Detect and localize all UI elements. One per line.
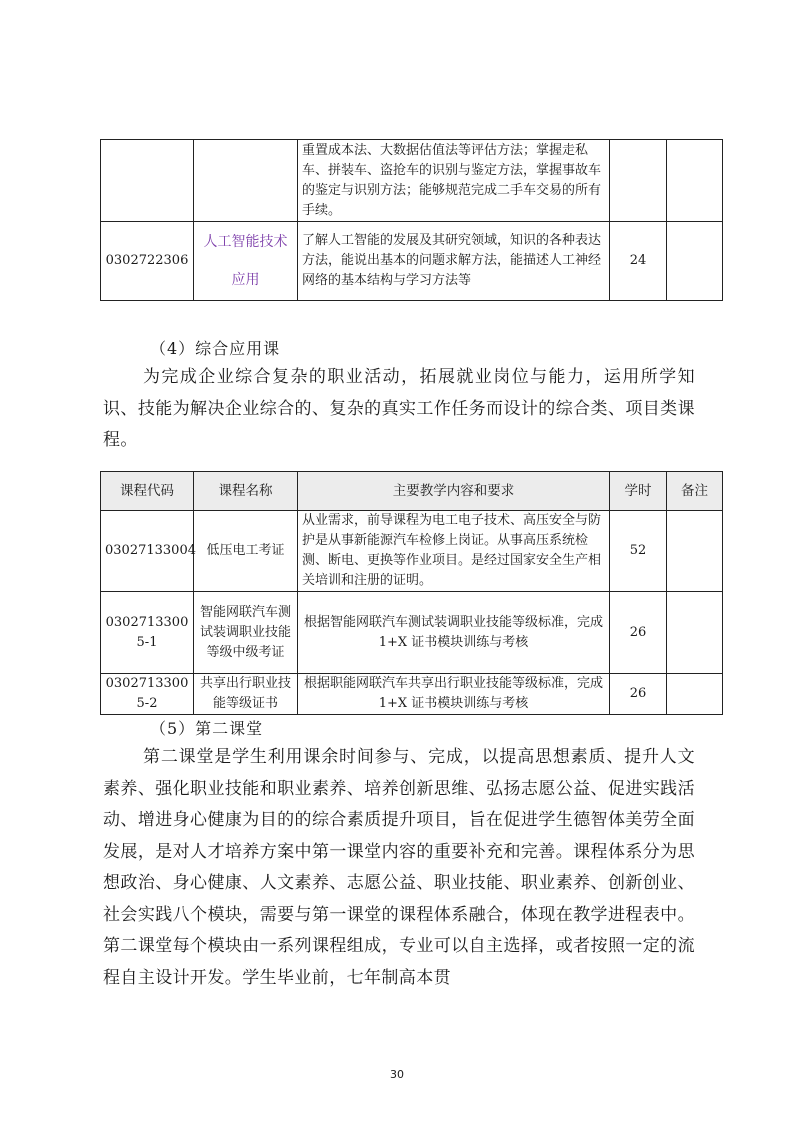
course-code-cell bbox=[101, 140, 194, 222]
course-hours-cell bbox=[610, 140, 667, 222]
course-content-cell: 从业需求，前导课程为电工电子技术、高压安全与防护是从事新能源汽车检修上岗证。从事高压系统检测、断电、更换等作业项目。是经过国家安全生产相关培训和注册的证明。 bbox=[298, 511, 610, 592]
course-name-cell bbox=[194, 222, 298, 301]
header-course-name: 课程名称 bbox=[194, 472, 298, 511]
course-content-cell: 了解人工智能的发展及其研究领域，知识的各种表达方法，能说出基本的问题求解方法，能描述人工神经网络的基本结构与学习方法等 bbox=[298, 222, 610, 301]
course-note-cell bbox=[667, 511, 723, 592]
course-table-continued bbox=[100, 139, 723, 301]
header-note: 备注 bbox=[667, 472, 723, 511]
course-name-cell: 共享出行职业技能等级证书 bbox=[194, 674, 298, 715]
table-header-row bbox=[101, 472, 723, 511]
course-code-cell: 03027133004 bbox=[101, 511, 194, 592]
course-name-line: 人工智能技术 bbox=[203, 234, 288, 250]
course-hours-cell: 24 bbox=[610, 222, 667, 301]
table-row bbox=[101, 674, 723, 715]
table-row bbox=[101, 222, 723, 301]
course-content-cell: 根据智能网联汽车测试装调职业技能等级标准，完成 1+X 证书模块训练与考核 bbox=[298, 592, 610, 674]
course-name-cell bbox=[194, 140, 298, 222]
course-content-cell: 根据职能网联汽车共享出行职业技能等级标准，完成 1+X 证书模块训练与考核 bbox=[298, 674, 610, 715]
table-row bbox=[101, 511, 723, 592]
course-hours-cell: 52 bbox=[610, 511, 667, 592]
header-course-content: 主要教学内容和要求 bbox=[298, 472, 610, 511]
section-heading: （4）综合应用课 bbox=[150, 339, 281, 358]
section-paragraph: 为完成企业综合复杂的职业活动，拓展就业岗位与能力，运用所学知识、技能为解决企业综合的、复杂的真实工作任务而设计的综合类、项目类课程。 bbox=[103, 367, 695, 450]
table-row bbox=[101, 592, 723, 674]
course-code-cell: 03027133005-2 bbox=[101, 674, 194, 715]
course-content-cell: 重置成本法、大数据估值法等评估方法；掌握走私车、拼装车、盗抢车的识别与鉴定方法，掌握事故车的鉴定与识别方法；能够规范完成二手车交易的所有手续。 bbox=[298, 140, 610, 222]
header-hours: 学时 bbox=[610, 472, 667, 511]
course-note-cell bbox=[667, 222, 723, 301]
section-heading: （5）第二课堂 bbox=[150, 719, 264, 738]
header-course-code: 课程代码 bbox=[101, 472, 194, 511]
comprehensive-course-table bbox=[100, 471, 723, 715]
course-name-cell: 低压电工考证 bbox=[194, 511, 298, 592]
course-name-line: 应用 bbox=[231, 272, 260, 288]
course-name-cell: 智能网联汽车测试装调职业技能等级中级考证 bbox=[194, 592, 298, 674]
course-note-cell bbox=[667, 140, 723, 222]
course-note-cell bbox=[667, 592, 723, 674]
table-row bbox=[101, 140, 723, 222]
course-hours-cell: 26 bbox=[610, 674, 667, 715]
section-paragraph: 第二课堂是学生利用课余时间参与、完成，以提高思想素质、提升人文素养、强化职业技能和职业素养、培养创新思维、弘扬志愿公益、促进实践活动、增进身心健康为目的的综合素质提升项目，旨在促进学生德智体美劳全面发展，是对人才培养方案中第一课堂内容的重要补充和完善。课程体系分为思想政治、身心健康、人文素养、志愿公益、职业技能、职业素养、创新创业、社会实践八个模块，需要与第一课堂的课程体系融合，体现在教学进程表中。第二课堂每个模块由一系列课程组成，专业可以自主选择，或者按照一定的流程自主设计开发。学生毕业前，七年制高本贯 bbox=[103, 747, 695, 988]
course-code-cell: 03027133005-1 bbox=[101, 592, 194, 674]
course-note-cell bbox=[667, 674, 723, 715]
course-hours-cell: 26 bbox=[610, 592, 667, 674]
page-number: 30 bbox=[390, 1068, 404, 1081]
course-code-cell: 0302722306 bbox=[101, 222, 194, 301]
